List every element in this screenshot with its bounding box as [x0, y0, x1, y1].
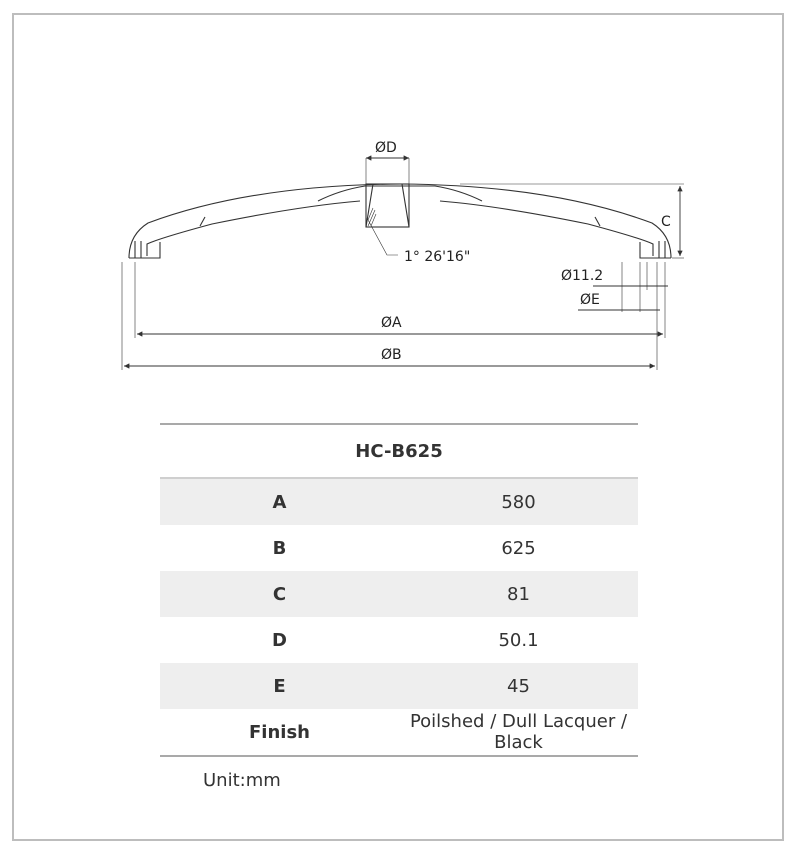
- label-11-2: Ø11.2: [561, 268, 604, 284]
- handle-outer-arc: [129, 184, 671, 258]
- table-row: [160, 525, 638, 571]
- row-value: 45: [399, 663, 638, 709]
- right-foot: [640, 242, 671, 258]
- label-b: ØB: [381, 347, 402, 363]
- row-label: C: [160, 571, 399, 617]
- right-foot-post: [659, 241, 665, 258]
- row-label: E: [160, 663, 399, 709]
- unit-note: Unit:mm: [203, 770, 281, 791]
- left-foot: [129, 242, 160, 258]
- left-foot-post: [135, 241, 141, 258]
- row-label: Finish: [160, 709, 399, 756]
- handle-inner-arc: [147, 201, 360, 256]
- table-row: [160, 709, 638, 756]
- spec-table: [160, 423, 638, 757]
- model-name: HC-B625: [160, 424, 638, 478]
- label-angle: 1° 26'16": [404, 249, 471, 265]
- row-value: 625: [501, 537, 536, 559]
- label-c: C: [661, 214, 671, 230]
- row-label: B: [272, 537, 287, 559]
- row-value: 50.1: [498, 629, 539, 651]
- row-label: D: [272, 629, 287, 651]
- table-row: [160, 571, 638, 617]
- row-label: A: [160, 478, 399, 525]
- row-value: Poilshed / Dull Lacquer / Black: [399, 709, 638, 756]
- row-value: 81: [399, 571, 638, 617]
- label-a: ØA: [381, 315, 402, 331]
- center-boss: [318, 186, 482, 201]
- label-e: ØE: [580, 292, 600, 308]
- table-row: [160, 617, 638, 663]
- row-value: 580: [399, 478, 638, 525]
- handle-drawing: [0, 0, 800, 400]
- handle-inner-arc: [440, 201, 653, 256]
- table-row: [160, 663, 638, 709]
- label-d: ØD: [375, 140, 397, 156]
- table-row: [160, 478, 638, 525]
